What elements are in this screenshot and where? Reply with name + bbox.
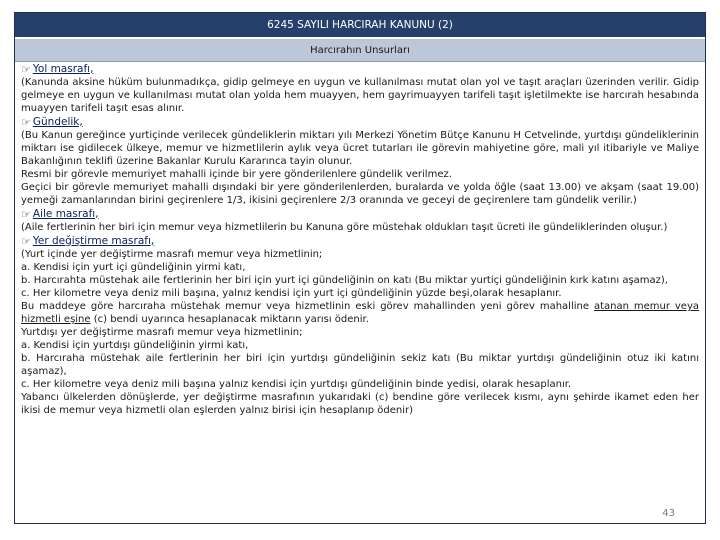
paragraph: (Kanunda aksine hüküm bulunmadıkça, gidip gelmeye en uygun ve kullanılması mutat olan yol ve taşıt araçları üzerinden verilir. Gidip gelmeye en uygun ve kullanılması mutat olan yolda hem muayyen, hem gayrimuayyen tarifeli taşıt işletilmekte ise harcırah hesabında muayyen tarifeli taşıt esas alınır. [21,77,699,114]
transfer-note-text: Bu maddeye göre harcıraha müstehak memur veya hizmetlinin eski görev mahallinden yeni görev mahalline [21,301,594,312]
section-heading-text: Aile masrafı, [32,207,99,220]
transfer-note-paragraph [21,300,699,326]
pointing-hand-icon: ☞ [21,234,31,248]
list-item: a. Kendisi için yurt içi gündeliğinin yirmi katı, [21,262,246,273]
list-item: c. Her kilometre veya deniz mili başına, yalnız kendisi için yurt içi gündeliğinin yüzde beşi,olarak hesaplanır. [21,288,562,299]
slide-title: 6245 SAYILI HARCIRAH KANUNU (2) [267,19,453,31]
pointing-hand-icon: ☞ [21,62,31,76]
paragraph: (Bu Kanun gereğince yurtiçinde verilecek gündeliklerin miktarı yılı Merkezi Yönetim Bütçe Kanunu H Cetvelinde, yurtdışı gündeliklerinin miktarı ise gidilecek ülkeye, memur ve hizmetlilerin aylık veya ücret tutarları ile görevin mahiyetine göre, mali yıl itibariyle ve Maliye Bakanlığının teklifi üzerine Bakanlar Kurulu Kararınca tayin olunur. [21,130,699,167]
slide-subtitle-bar [15,39,705,62]
page-number: 43 [662,508,675,519]
section-heading-text: Yer değiştirme masrafı, [32,234,155,247]
list-item: a. Kendisi için yurtdışı gündeliğinin yirmi katı, [21,340,249,351]
section-heading-gundelik [21,115,699,129]
section-heading-yol-masrafi [21,62,699,76]
paragraph: (Aile fertlerinin her biri için memur veya hizmetlilerin bu Kanuna göre müstehak oldukları taşıt ücreti ile gündeliklerinden oluşur.) [21,222,668,233]
list-item: b. Harcıraha müstehak aile fertlerinin her biri için yurtdışı gündeliğinin sekiz katı (Bu miktar yurtdışı gündeliğinin otuz iki katını aşamaz), [21,353,699,377]
paragraph: Yurtdışı yer değiştirme masrafı memur veya hizmetlinin; [21,327,303,338]
transfer-note-underlined: atanan memur veya hizmetli eşine [21,301,699,325]
transfer-note-text-end: (c) bendi uyarınca hesaplanacak miktarın yarısı ödenir. [90,314,369,325]
pointing-hand-icon: ☞ [21,207,31,221]
paragraph: Geçici bir görevle memuriyet mahalli dışındaki bir yere gönderilenlerden, buralarda ve yolda öğle (saat 13.00) ve akşam (saat 19.00) yemeği zamanlarından birini geçirenlere 1/3, ikisini geçirenlere 2/3 oranında ve geceyi de geçirenlere tam gündelik verilir.) [21,182,699,206]
slide-title-bar [15,13,705,39]
list-item: c. Her kilometre veya deniz mili başına yalnız kendisi için yurtdışı gündeliğinin binde yedisi, olarak hesaplanır. [21,379,572,390]
section-heading-text: Gündelik, [32,115,83,128]
paragraph: (Yurt içinde yer değiştirme masrafı memur veya hizmetlinin; [21,249,323,260]
paragraph: Resmi bir görevle memuriyet mahalli içinde bir yere gönderilenlere gündelik verilmez. [21,169,452,180]
slide-frame [14,12,706,524]
section-heading-text: Yol masrafı, [32,62,94,75]
section-heading-yer-degistirme-masrafi [21,234,699,248]
section-heading-aile-masrafi [21,207,699,221]
slide-subtitle: Harcırahın Unsurları [310,44,410,56]
list-item: b. Harcırahta müstehak aile fertlerinin her biri için yurt içi gündeliğinin on katı (Bu miktar yurtiçi gündeliğinin kırk katını aşamaz), [21,275,668,286]
pointing-hand-icon: ☞ [21,115,31,129]
paragraph: Yabancı ülkelerden dönüşlerde, yer değiştirme masrafının yukarıdaki (c) bendine göre verilecek kısmı, aynı şehirde ikamet eden her ikisi de memur veya hizmetli olan eşlerden yalnız birisi için hesaplanıp ödenir) [21,392,699,416]
slide-content [21,62,699,417]
